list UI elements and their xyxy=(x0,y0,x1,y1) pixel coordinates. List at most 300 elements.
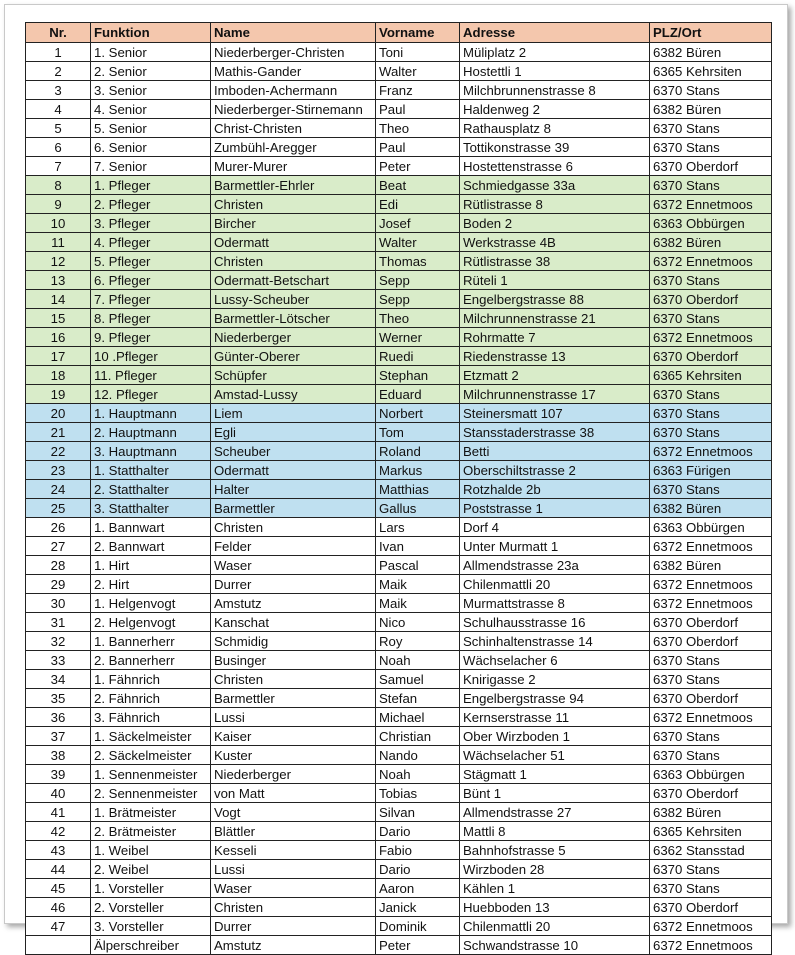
cell-adresse: Stansstaderstrasse 38 xyxy=(460,423,650,442)
cell-vorname: Paul xyxy=(376,138,460,157)
table-row xyxy=(26,499,772,518)
cell-name: Günter-Oberer xyxy=(211,347,376,366)
cell-ort: 6370 Stans xyxy=(650,651,772,670)
cell-name: Kuster xyxy=(211,746,376,765)
cell-name: Liem xyxy=(211,404,376,423)
cell-vorname: Sepp xyxy=(376,290,460,309)
cell-adresse: Schinhaltenstrasse 14 xyxy=(460,632,650,651)
table-row xyxy=(26,328,772,347)
cell-adresse: Haldenweg 2 xyxy=(460,100,650,119)
cell-name: Niederberger xyxy=(211,328,376,347)
cell-vorname: Fabio xyxy=(376,841,460,860)
cell-vorname: Christian xyxy=(376,727,460,746)
cell-adresse: Poststrasse 1 xyxy=(460,499,650,518)
cell-funktion: 2. Bannerherr xyxy=(91,651,211,670)
table-row xyxy=(26,708,772,727)
table-row xyxy=(26,803,772,822)
cell-name: Amstad-Lussy xyxy=(211,385,376,404)
cell-ort: 6363 Obbürgen xyxy=(650,214,772,233)
cell-funktion: 3. Statthalter xyxy=(91,499,211,518)
cell-nr: 21 xyxy=(26,423,91,442)
table-header-row xyxy=(26,23,772,43)
cell-ort: 6382 Büren xyxy=(650,556,772,575)
document-page xyxy=(4,4,788,953)
cell-vorname: Werner xyxy=(376,328,460,347)
cell-name: Schüpfer xyxy=(211,366,376,385)
cell-nr: 6 xyxy=(26,138,91,157)
cell-name: Businger xyxy=(211,651,376,670)
cell-vorname: Roland xyxy=(376,442,460,461)
cell-adresse: Stägmatt 1 xyxy=(460,765,650,784)
cell-funktion: 2. Hirt xyxy=(91,575,211,594)
cell-ort: 6372 Ennetmoos xyxy=(650,936,772,955)
cell-name: Halter xyxy=(211,480,376,499)
cell-ort: 6370 Oberdorf xyxy=(650,290,772,309)
cell-vorname: Sepp xyxy=(376,271,460,290)
table-row xyxy=(26,651,772,670)
cell-vorname: Peter xyxy=(376,936,460,955)
cell-name: Niederberger-Stirnemann xyxy=(211,100,376,119)
cell-name: Durrer xyxy=(211,575,376,594)
cell-name: Vogt xyxy=(211,803,376,822)
cell-funktion: 11. Pfleger xyxy=(91,366,211,385)
header-adresse: Adresse xyxy=(460,23,650,43)
cell-adresse: Dorf 4 xyxy=(460,518,650,537)
cell-ort: 6370 Stans xyxy=(650,860,772,879)
table-row xyxy=(26,670,772,689)
table-row xyxy=(26,765,772,784)
cell-name: von Matt xyxy=(211,784,376,803)
cell-ort: 6370 Stans xyxy=(650,119,772,138)
cell-ort: 6382 Büren xyxy=(650,43,772,62)
table-body xyxy=(26,43,772,955)
cell-ort: 6372 Ennetmoos xyxy=(650,537,772,556)
cell-ort: 6370 Oberdorf xyxy=(650,347,772,366)
cell-vorname: Lars xyxy=(376,518,460,537)
cell-nr: 26 xyxy=(26,518,91,537)
cell-name: Schmidig xyxy=(211,632,376,651)
cell-funktion: 2. Weibel xyxy=(91,860,211,879)
cell-ort: 6382 Büren xyxy=(650,499,772,518)
cell-ort: 6370 Stans xyxy=(650,176,772,195)
cell-vorname: Stephan xyxy=(376,366,460,385)
cell-ort: 6370 Stans xyxy=(650,309,772,328)
table-row xyxy=(26,290,772,309)
cell-nr: 16 xyxy=(26,328,91,347)
cell-nr: 18 xyxy=(26,366,91,385)
table-row xyxy=(26,784,772,803)
cell-nr: 4 xyxy=(26,100,91,119)
cell-adresse: Werkstrasse 4B xyxy=(460,233,650,252)
cell-funktion: 5. Pfleger xyxy=(91,252,211,271)
cell-funktion: 2. Senior xyxy=(91,62,211,81)
cell-vorname: Franz xyxy=(376,81,460,100)
cell-vorname: Dario xyxy=(376,860,460,879)
cell-name: Lussi xyxy=(211,708,376,727)
cell-funktion: 1. Senior xyxy=(91,43,211,62)
cell-nr: 31 xyxy=(26,613,91,632)
cell-vorname: Norbert xyxy=(376,404,460,423)
cell-adresse: Huebboden 13 xyxy=(460,898,650,917)
cell-funktion: 6. Senior xyxy=(91,138,211,157)
cell-vorname: Theo xyxy=(376,119,460,138)
cell-funktion: 12. Pfleger xyxy=(91,385,211,404)
cell-vorname: Theo xyxy=(376,309,460,328)
cell-vorname: Paul xyxy=(376,100,460,119)
cell-funktion: 2. Sennenmeister xyxy=(91,784,211,803)
cell-funktion: 1. Vorsteller xyxy=(91,879,211,898)
table-row xyxy=(26,347,772,366)
cell-adresse: Murmattstrasse 8 xyxy=(460,594,650,613)
table-row xyxy=(26,841,772,860)
cell-name: Amstutz xyxy=(211,936,376,955)
table-row xyxy=(26,575,772,594)
cell-nr: 1 xyxy=(26,43,91,62)
header-ort: PLZ/Ort xyxy=(650,23,772,43)
cell-funktion: 3. Hauptmann xyxy=(91,442,211,461)
cell-nr: 2 xyxy=(26,62,91,81)
cell-vorname: Dominik xyxy=(376,917,460,936)
cell-adresse: Bünt 1 xyxy=(460,784,650,803)
cell-ort: 6372 Ennetmoos xyxy=(650,442,772,461)
cell-nr: 39 xyxy=(26,765,91,784)
cell-name: Felder xyxy=(211,537,376,556)
cell-ort: 6372 Ennetmoos xyxy=(650,594,772,613)
cell-adresse: Betti xyxy=(460,442,650,461)
cell-nr: 20 xyxy=(26,404,91,423)
cell-name: Bircher xyxy=(211,214,376,233)
cell-nr: 28 xyxy=(26,556,91,575)
cell-adresse: Rütlistrasse 38 xyxy=(460,252,650,271)
cell-vorname: Maik xyxy=(376,594,460,613)
cell-nr xyxy=(26,936,91,955)
cell-funktion: 2. Fähnrich xyxy=(91,689,211,708)
table-row xyxy=(26,271,772,290)
table-row xyxy=(26,822,772,841)
cell-nr: 8 xyxy=(26,176,91,195)
header-funktion: Funktion xyxy=(91,23,211,43)
table-row xyxy=(26,518,772,537)
table-row xyxy=(26,727,772,746)
cell-vorname: Tom xyxy=(376,423,460,442)
cell-ort: 6362 Stansstad xyxy=(650,841,772,860)
cell-adresse: Wächselacher 51 xyxy=(460,746,650,765)
cell-vorname: Noah xyxy=(376,765,460,784)
cell-vorname: Roy xyxy=(376,632,460,651)
cell-funktion: 2. Hauptmann xyxy=(91,423,211,442)
cell-vorname: Nico xyxy=(376,613,460,632)
cell-adresse: Oberschiltstrasse 2 xyxy=(460,461,650,480)
table-row xyxy=(26,43,772,62)
cell-vorname: Samuel xyxy=(376,670,460,689)
cell-ort: 6370 Stans xyxy=(650,879,772,898)
cell-name: Durrer xyxy=(211,917,376,936)
table-row xyxy=(26,100,772,119)
cell-vorname: Nando xyxy=(376,746,460,765)
cell-ort: 6372 Ennetmoos xyxy=(650,328,772,347)
cell-adresse: Etzmatt 2 xyxy=(460,366,650,385)
cell-vorname: Matthias xyxy=(376,480,460,499)
table-row xyxy=(26,233,772,252)
cell-nr: 41 xyxy=(26,803,91,822)
cell-funktion: 9. Pfleger xyxy=(91,328,211,347)
cell-funktion: 8. Pfleger xyxy=(91,309,211,328)
cell-nr: 13 xyxy=(26,271,91,290)
cell-name: Niederberger xyxy=(211,765,376,784)
cell-vorname: Aaron xyxy=(376,879,460,898)
cell-adresse: Kählen 1 xyxy=(460,879,650,898)
table-row xyxy=(26,176,772,195)
cell-adresse: Boden 2 xyxy=(460,214,650,233)
cell-adresse: Knirigasse 2 xyxy=(460,670,650,689)
cell-name: Christen xyxy=(211,670,376,689)
cell-nr: 38 xyxy=(26,746,91,765)
cell-adresse: Unter Murmatt 1 xyxy=(460,537,650,556)
cell-adresse: Rütlistrasse 8 xyxy=(460,195,650,214)
cell-funktion: 1. Statthalter xyxy=(91,461,211,480)
cell-name: Barmettler-Lötscher xyxy=(211,309,376,328)
cell-adresse: Wächselacher 6 xyxy=(460,651,650,670)
table-row xyxy=(26,404,772,423)
cell-funktion: 3. Senior xyxy=(91,81,211,100)
cell-nr: 19 xyxy=(26,385,91,404)
table-row xyxy=(26,385,772,404)
cell-ort: 6382 Büren xyxy=(650,100,772,119)
cell-nr: 42 xyxy=(26,822,91,841)
table-row xyxy=(26,746,772,765)
cell-name: Mathis-Gander xyxy=(211,62,376,81)
cell-funktion: 4. Pfleger xyxy=(91,233,211,252)
cell-funktion: 1. Säckelmeister xyxy=(91,727,211,746)
cell-funktion: 1. Sennenmeister xyxy=(91,765,211,784)
cell-funktion: 3. Vorsteller xyxy=(91,917,211,936)
cell-ort: 6372 Ennetmoos xyxy=(650,195,772,214)
cell-adresse: Engelbergstrasse 94 xyxy=(460,689,650,708)
cell-adresse: Kernserstrasse 11 xyxy=(460,708,650,727)
cell-ort: 6365 Kehrsiten xyxy=(650,62,772,81)
cell-funktion: 1. Hauptmann xyxy=(91,404,211,423)
cell-vorname: Tobias xyxy=(376,784,460,803)
cell-adresse: Rohrmatte 7 xyxy=(460,328,650,347)
member-table xyxy=(25,22,772,955)
cell-ort: 6370 Stans xyxy=(650,670,772,689)
cell-ort: 6365 Kehrsiten xyxy=(650,366,772,385)
cell-name: Waser xyxy=(211,879,376,898)
cell-name: Niederberger-Christen xyxy=(211,43,376,62)
table-row xyxy=(26,461,772,480)
cell-vorname: Walter xyxy=(376,233,460,252)
cell-adresse: Steinersmatt 107 xyxy=(460,404,650,423)
cell-nr: 10 xyxy=(26,214,91,233)
table-row xyxy=(26,81,772,100)
cell-name: Christen xyxy=(211,195,376,214)
cell-name: Zumbühl-Aregger xyxy=(211,138,376,157)
table-row xyxy=(26,537,772,556)
cell-funktion: 1. Brätmeister xyxy=(91,803,211,822)
cell-nr: 9 xyxy=(26,195,91,214)
cell-funktion: 1. Helgenvogt xyxy=(91,594,211,613)
header-name: Name xyxy=(211,23,376,43)
cell-nr: 32 xyxy=(26,632,91,651)
cell-name: Kesseli xyxy=(211,841,376,860)
cell-funktion: Älperschreiber xyxy=(91,936,211,955)
cell-vorname: Beat xyxy=(376,176,460,195)
cell-name: Barmettler xyxy=(211,499,376,518)
cell-adresse: Milchbrunnenstrasse 8 xyxy=(460,81,650,100)
cell-ort: 6365 Kehrsiten xyxy=(650,822,772,841)
cell-nr: 14 xyxy=(26,290,91,309)
table-row xyxy=(26,632,772,651)
cell-name: Scheuber xyxy=(211,442,376,461)
cell-funktion: 2. Bannwart xyxy=(91,537,211,556)
cell-ort: 6363 Obbürgen xyxy=(650,518,772,537)
cell-ort: 6372 Ennetmoos xyxy=(650,708,772,727)
cell-nr: 11 xyxy=(26,233,91,252)
cell-funktion: 2. Pfleger xyxy=(91,195,211,214)
cell-vorname: Stefan xyxy=(376,689,460,708)
cell-name: Odermatt xyxy=(211,233,376,252)
cell-nr: 34 xyxy=(26,670,91,689)
cell-funktion: 4. Senior xyxy=(91,100,211,119)
cell-vorname: Thomas xyxy=(376,252,460,271)
table-row xyxy=(26,309,772,328)
cell-vorname: Edi xyxy=(376,195,460,214)
cell-adresse: Milchrunnenstrasse 17 xyxy=(460,385,650,404)
cell-ort: 6370 Stans xyxy=(650,423,772,442)
cell-ort: 6370 Stans xyxy=(650,727,772,746)
cell-funktion: 1. Weibel xyxy=(91,841,211,860)
cell-nr: 25 xyxy=(26,499,91,518)
table-row xyxy=(26,879,772,898)
cell-funktion: 2. Säckelmeister xyxy=(91,746,211,765)
table-row xyxy=(26,936,772,955)
cell-adresse: Hostettli 1 xyxy=(460,62,650,81)
cell-adresse: Bahnhofstrasse 5 xyxy=(460,841,650,860)
table-row xyxy=(26,689,772,708)
cell-nr: 30 xyxy=(26,594,91,613)
cell-vorname: Walter xyxy=(376,62,460,81)
cell-adresse: Allmendstrasse 23a xyxy=(460,556,650,575)
table-row xyxy=(26,613,772,632)
cell-adresse: Engelbergstrasse 88 xyxy=(460,290,650,309)
cell-funktion: 2. Helgenvogt xyxy=(91,613,211,632)
cell-nr: 44 xyxy=(26,860,91,879)
table-row xyxy=(26,366,772,385)
cell-name: Murer-Murer xyxy=(211,157,376,176)
cell-nr: 46 xyxy=(26,898,91,917)
table-row xyxy=(26,119,772,138)
cell-adresse: Schulhausstrasse 16 xyxy=(460,613,650,632)
cell-ort: 6370 Stans xyxy=(650,385,772,404)
cell-nr: 33 xyxy=(26,651,91,670)
cell-name: Christen xyxy=(211,898,376,917)
cell-funktion: 3. Fähnrich xyxy=(91,708,211,727)
cell-name: Odermatt-Betschart xyxy=(211,271,376,290)
cell-nr: 45 xyxy=(26,879,91,898)
cell-adresse: Mattli 8 xyxy=(460,822,650,841)
cell-adresse: Chilenmattli 20 xyxy=(460,575,650,594)
cell-adresse: Rotzhalde 2b xyxy=(460,480,650,499)
cell-nr: 47 xyxy=(26,917,91,936)
cell-name: Christen xyxy=(211,252,376,271)
cell-name: Christen xyxy=(211,518,376,537)
cell-name: Imboden-Achermann xyxy=(211,81,376,100)
cell-vorname: Gallus xyxy=(376,499,460,518)
table-row xyxy=(26,157,772,176)
cell-vorname: Ruedi xyxy=(376,347,460,366)
cell-name: Barmettler xyxy=(211,689,376,708)
header-vorname: Vorname xyxy=(376,23,460,43)
cell-nr: 7 xyxy=(26,157,91,176)
cell-ort: 6370 Stans xyxy=(650,138,772,157)
cell-funktion: 1. Bannerherr xyxy=(91,632,211,651)
cell-vorname: Dario xyxy=(376,822,460,841)
cell-nr: 36 xyxy=(26,708,91,727)
cell-name: Kanschat xyxy=(211,613,376,632)
cell-vorname: Janick xyxy=(376,898,460,917)
cell-nr: 17 xyxy=(26,347,91,366)
cell-ort: 6370 Oberdorf xyxy=(650,613,772,632)
cell-ort: 6370 Stans xyxy=(650,404,772,423)
cell-vorname: Noah xyxy=(376,651,460,670)
table-row xyxy=(26,898,772,917)
cell-ort: 6382 Büren xyxy=(650,803,772,822)
cell-adresse: Rüteli 1 xyxy=(460,271,650,290)
cell-adresse: Rathausplatz 8 xyxy=(460,119,650,138)
cell-adresse: Riedenstrasse 13 xyxy=(460,347,650,366)
cell-nr: 22 xyxy=(26,442,91,461)
cell-vorname: Toni xyxy=(376,43,460,62)
table-row xyxy=(26,195,772,214)
cell-funktion: 6. Pfleger xyxy=(91,271,211,290)
cell-nr: 24 xyxy=(26,480,91,499)
table-row xyxy=(26,860,772,879)
cell-nr: 37 xyxy=(26,727,91,746)
cell-nr: 40 xyxy=(26,784,91,803)
cell-adresse: Wirzboden 28 xyxy=(460,860,650,879)
table-row xyxy=(26,423,772,442)
cell-funktion: 2. Vorsteller xyxy=(91,898,211,917)
cell-name: Barmettler-Ehrler xyxy=(211,176,376,195)
cell-ort: 6372 Ennetmoos xyxy=(650,252,772,271)
cell-ort: 6370 Oberdorf xyxy=(650,689,772,708)
cell-ort: 6372 Ennetmoos xyxy=(650,575,772,594)
cell-adresse: Tottikonstrasse 39 xyxy=(460,138,650,157)
cell-name: Waser xyxy=(211,556,376,575)
table-row xyxy=(26,138,772,157)
cell-vorname: Silvan xyxy=(376,803,460,822)
cell-adresse: Ober Wirzboden 1 xyxy=(460,727,650,746)
cell-ort: 6370 Stans xyxy=(650,81,772,100)
cell-ort: 6372 Ennetmoos xyxy=(650,917,772,936)
table-row xyxy=(26,252,772,271)
cell-nr: 12 xyxy=(26,252,91,271)
cell-nr: 27 xyxy=(26,537,91,556)
cell-nr: 3 xyxy=(26,81,91,100)
cell-adresse: Allmendstrasse 27 xyxy=(460,803,650,822)
cell-nr: 29 xyxy=(26,575,91,594)
cell-ort: 6370 Oberdorf xyxy=(650,632,772,651)
table-row xyxy=(26,442,772,461)
cell-name: Kaiser xyxy=(211,727,376,746)
cell-ort: 6382 Büren xyxy=(650,233,772,252)
cell-funktion: 1. Hirt xyxy=(91,556,211,575)
cell-ort: 6370 Oberdorf xyxy=(650,898,772,917)
table-row xyxy=(26,214,772,233)
table-row xyxy=(26,480,772,499)
cell-nr: 43 xyxy=(26,841,91,860)
cell-name: Odermatt xyxy=(211,461,376,480)
